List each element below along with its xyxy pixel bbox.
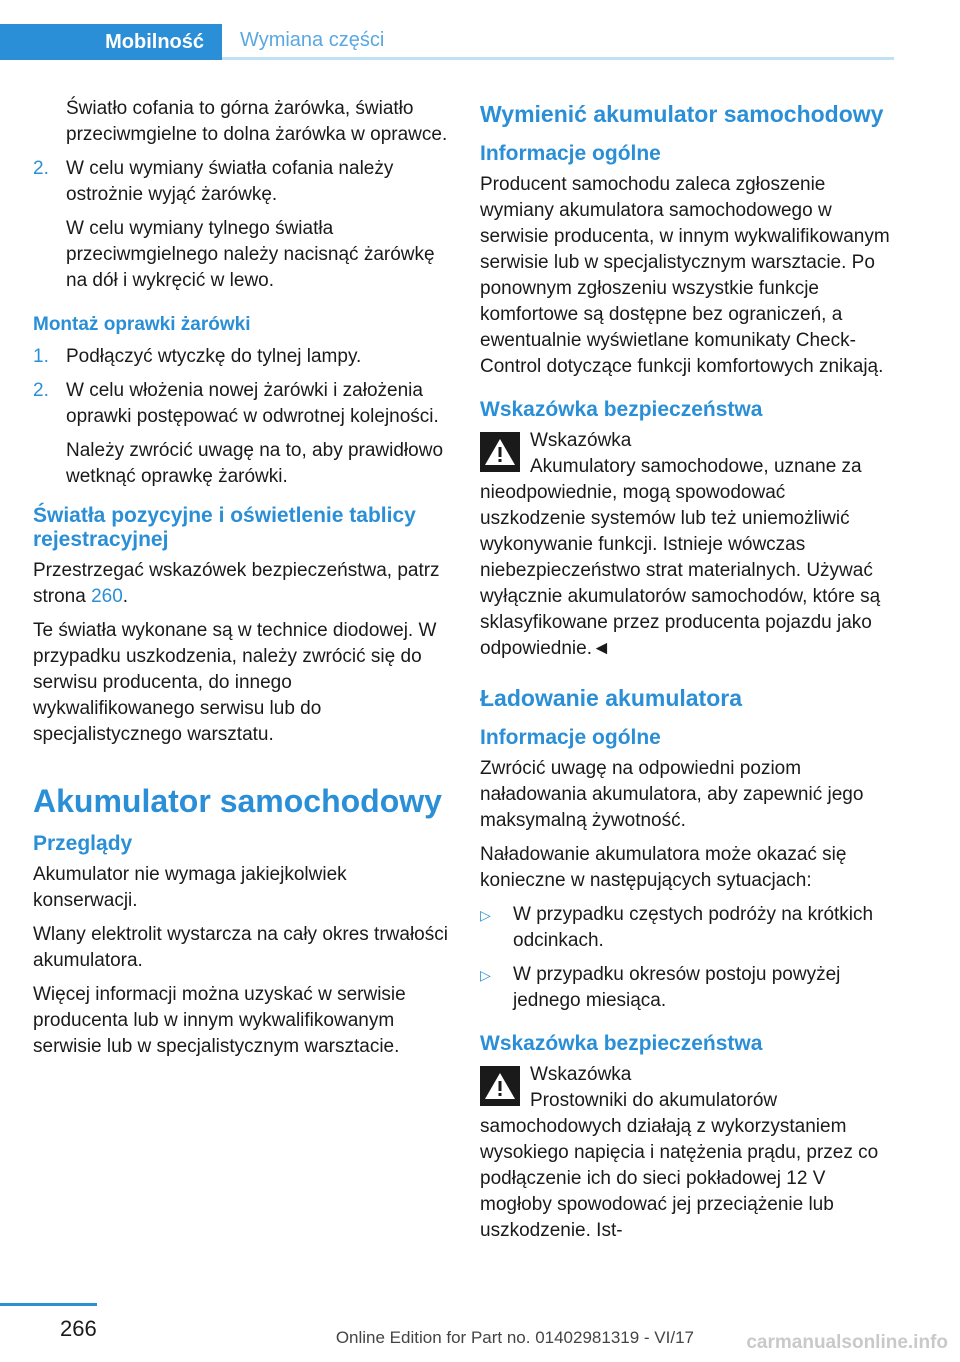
paragraph: Naładowanie akumulatora może okazać się konieczne w następujących sytuacjach: <box>480 844 847 891</box>
list-item <box>480 962 896 1014</box>
footer-rule <box>0 1303 97 1306</box>
page-number: 266 <box>60 1316 97 1341</box>
list-text: W przypadku okresów postoju powyżej jednego miesiąca. <box>513 964 841 1011</box>
paragraph: Te światła wykonane są w technice diodowej. W przypadku uszkodzenia, należy zwrócić się do serwisu producenta, do innego wykwalifikowanego serwisu lub do specjalistycznego warsztatu. <box>33 620 437 745</box>
left-column <box>33 96 449 1068</box>
tab-mobilnosc: Mobilność <box>0 24 222 60</box>
warning-icon <box>480 432 520 472</box>
list-text: W przypadku częstych podróży na krótkich odcinkach. <box>513 904 874 951</box>
watermark-logo: carmanualsonline.info <box>746 1332 948 1353</box>
warning-icon <box>480 1066 520 1106</box>
intro-text: Światło cofania to górna żarówka, światło przeciwmgielne to dolna żarówka w oprawce. <box>66 98 448 145</box>
paragraph: Więcej informacji można uzyskać w serwisie producenta lub w innym wykwalifikowanym serwisie lub w specjalistycznym warsztacie. <box>33 984 406 1057</box>
warning-label: Wskazówka <box>530 430 632 451</box>
section-heading: Światła pozycyjne i oświetlenie tablicy rejestracyjnej <box>33 504 416 551</box>
section-heading: Ładowanie akumulatora <box>480 685 743 711</box>
step-text: Należy zwrócić uwagę na to, aby prawidłowo wetknąć oprawkę żarówki. <box>66 440 444 487</box>
list-number: 2. <box>33 158 49 179</box>
paragraph: Producent samochodu zaleca zgłoszenie wymiany akumulatora samochodowego w serwisie producenta, w innym wykwalifikowanym serwisie lub w specjalistycznym warsztacie. Po ponownym zgłoszeniu wszystkie funkcje komfortowe są dostępne bez ograniczeń, a ewentualnie wyświetlane komunikaty Check-Control dotyczące funkcji komfortowych znikają. <box>480 174 890 377</box>
chapter-title: Akumulator samochodowy <box>33 783 442 819</box>
paragraph: Zwrócić uwagę na odpowiedni poziom naładowania akumulatora, aby zapewnić jego maksymalną żywotność. <box>480 758 864 831</box>
bullet-triangle-icon: ▷ <box>480 967 491 983</box>
list-item <box>33 344 449 370</box>
paragraph-text: Przestrzegać wskazówek bezpieczeństwa, patrz strona <box>33 560 440 607</box>
bullet-triangle-icon: ▷ <box>480 907 491 923</box>
section-heading: Wskazówka bezpieczeństwa <box>480 1032 763 1055</box>
list-number: 2. <box>33 380 49 401</box>
list-item <box>33 156 449 294</box>
step-text: W celu włożenia nowej żarówki i założenia oprawki postępować w odwrotnej kolejności. <box>66 380 439 427</box>
section-heading: Informacje ogólne <box>480 142 661 165</box>
step-text: Podłączyć wtyczkę do tylnej lampy. <box>66 346 362 367</box>
list-item <box>33 378 449 490</box>
section-heading: Wskazówka bezpieczeństwa <box>480 398 763 421</box>
right-column <box>480 96 896 1252</box>
paragraph: Wlany elektrolit wystarcza na cały okres trwałości akumulatora. <box>33 924 448 971</box>
paragraph-text: . <box>122 586 129 607</box>
warning-text: Prostowniki do akumulatorów samochodowych działają z wykorzystaniem wysokiego napięcia i natężenia prądu, przez co podłączenie ich do sieci pokładowej 12 V mogłoby spowodować jej przeciążenie lub uszkodzenie. Ist- <box>480 1090 879 1241</box>
step-text: W celu wymiany światła cofania należy ostrożnie wyjąć żarówkę. <box>66 158 394 205</box>
edition-text: Online Edition for Part no. 01402981319 - VI/17 <box>335 1328 694 1347</box>
page-link[interactable]: 260 <box>91 586 123 607</box>
section-heading: Wymienić akumulator samochodowy <box>480 101 884 127</box>
warning-text: Akumulatory samochodowe, uznane za nieodpowiednie, mogą spowodować uszkodzenie systemów lub też uniemożliwić wykonywanie funkcji. Istnieje wówczas niebezpieczeństwo strat materialnych. Używać wyłącznie akumulatorów samochodów, które są sklasyfikowane przez producenta pojazdu jako odpowiednie.◄ <box>480 456 881 659</box>
step-text: W celu wymiany tylnego światła przeciwmgielnego należy nacisnąć żarówkę na dół i wykręcić w lewo. <box>66 218 435 291</box>
list-item <box>480 902 896 954</box>
paragraph: Akumulator nie wymaga jakiejkolwiek konserwacji. <box>33 864 347 911</box>
section-heading: Przeglądy <box>33 832 133 855</box>
section-heading: Informacje ogólne <box>480 726 661 749</box>
section-heading: Montaż oprawki żarówki <box>33 314 251 335</box>
list-number: 1. <box>33 346 49 367</box>
warning-block <box>480 1062 896 1244</box>
warning-label: Wskazówka <box>530 1064 632 1085</box>
warning-block <box>480 428 896 662</box>
tab-wymiana-czesci: Wymiana części <box>222 24 894 60</box>
paragraph <box>33 558 449 610</box>
